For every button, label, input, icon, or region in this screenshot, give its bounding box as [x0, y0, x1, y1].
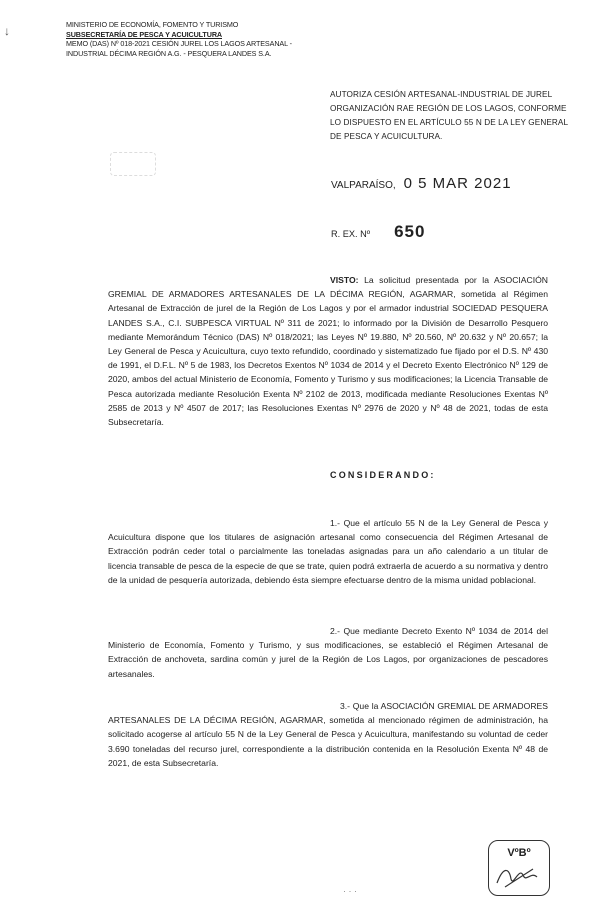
considerando-3-number: 3.- [340, 701, 351, 711]
resolution-label: R. EX. Nº [331, 229, 371, 239]
considerando-1-number: 1.- [330, 518, 341, 528]
resolution-number: 650 [394, 222, 426, 241]
resolution-number-line [331, 222, 425, 242]
considerando-1-text: Que el artículo 55 N de la Ley General de Pesca y Acuicultura dispone que los titulares de asignación artesanal como consecuencia del Régimen Artesanal de Extracción podrán ceder total o parcialmente las toneladas asignadas para un año calendario a un titular de licencia transable de pesca de la especie de que se trate, quien podrá extraerla de acuerdo a su normativa y dentro de la unidad de pesquería autorizada, debiendo ésta siempre efectuarse dentro de la misma unidad poblacional. [108, 518, 549, 585]
memo-reference: MEMO (DAS) Nº 018-2021 CESIÓN JUREL LOS LAGOS ARTESANAL - INDUSTRIAL DÉCIMA REGIÓN A.G. - PESQUERA LANDES S.A. [66, 39, 292, 58]
date-line [331, 175, 512, 192]
considerando-2-number: 2.- [330, 626, 341, 636]
date-place: VALPARAÍSO, [331, 180, 396, 191]
corner-mark: ↓ [4, 24, 10, 38]
considerando-heading: CONSIDERANDO: [330, 470, 436, 480]
considerando-2-text: Que mediante Decreto Exento Nº 1034 de 2014 del Ministerio de Economía, Fomento y Turismo, y sus modificaciones, se estableció el Régimen Artesanal de Extracción de anchoveta, sardina común y jurel de la Región de Los Lagos, por organizaciones de pescadores artesanales. [108, 626, 548, 679]
ministry-name: MINISTERIO DE ECONOMÍA, FOMENTO Y TURISMO [66, 20, 239, 29]
faint-stamp [110, 152, 156, 176]
considerando-1 [108, 516, 548, 587]
letterhead [66, 20, 296, 58]
visto-text: La solicitud presentada por la ASOCIACIÓN GREMIAL DE ARMADORES ARTESANALES DE LA DÉCIMA REGIÓN, AGARMAR, sometida al Régimen Artesanal de Extracción de jurel de la Región de Los Lagos y por el armador industrial SOCIEDAD PESQUERA LANDES S.A., C.I. SUBPESCA VIRTUAL Nº 311 de 2021; lo informado por la División de Desarrollo Pesquero mediante Memorándum Técnico (DAS) Nº 018/2021; las Leyes Nº 19.880, Nº 20.560, Nº 20.632 y Nº 20.657; la Ley General de Pesca y Acuicultura, cuyo texto refundido, coordinado y sistematizado fue fijado por el D.S. Nº 430 de 1991, el D.F.L. Nº 5 de 1983, los Decretos Exentos Nº 1034 de 2014 y el Decreto Exento Electrónico Nº 129 de 2020, ambos del actual Ministerio de Economía, Fomento y Turismo y sus modificaciones; la Licencia Transable de Pesca autorizada mediante Resolución Exenta Nº 2102 de 2013, modificada mediante Resoluciones Exentas Nº 2585 de 2013 y Nº 4507 de 2017; las Resoluciones Exentas Nº 2976 de 2020 y Nº 48 de 2021, todas de esta Subsecretaría. [108, 275, 549, 428]
considerando-2 [108, 624, 548, 681]
footer-marks: · · · [343, 886, 357, 896]
visto-label: VISTO: [330, 275, 359, 285]
date-value: 0 5 MAR 2021 [403, 175, 512, 192]
considerando-3 [108, 699, 548, 770]
approval-stamp-text: VºBº [507, 847, 531, 859]
considerando-3-text: ARMADORES ARTESANALES DE LA DÉCIMA REGIÓN, AGARMAR, sometida al mencionado régimen de administración, ha solicitado acogerse al artículo 55 N de la Ley General de Pesca y Acuicultura, manifestando su voluntad de ceder 3.690 toneladas del recurso jurel, correspondiente a la distribución contenida en la Resolución Exenta Nº 48 de 2021, de esta Subsecretaría. [108, 701, 548, 768]
undersecretariat-name: SUBSECRETARÍA DE PESCA Y ACUICULTURA [66, 29, 222, 39]
approval-stamp [488, 840, 550, 896]
signature-icon [493, 861, 545, 891]
visto-paragraph [108, 273, 548, 429]
considerando-3-lead: Que la ASOCIACIÓN GREMIAL DE [352, 701, 491, 711]
resolution-subject: AUTORIZA CESIÓN ARTESANAL-INDUSTRIAL DE JUREL ORGANIZACIÓN RAE REGIÓN DE LOS LAGOS, CONFORME LO DISPUESTO EN EL ARTÍCULO 55 N DE LA LEY GENERAL DE PESCA Y ACUICULTURA. [330, 90, 568, 141]
